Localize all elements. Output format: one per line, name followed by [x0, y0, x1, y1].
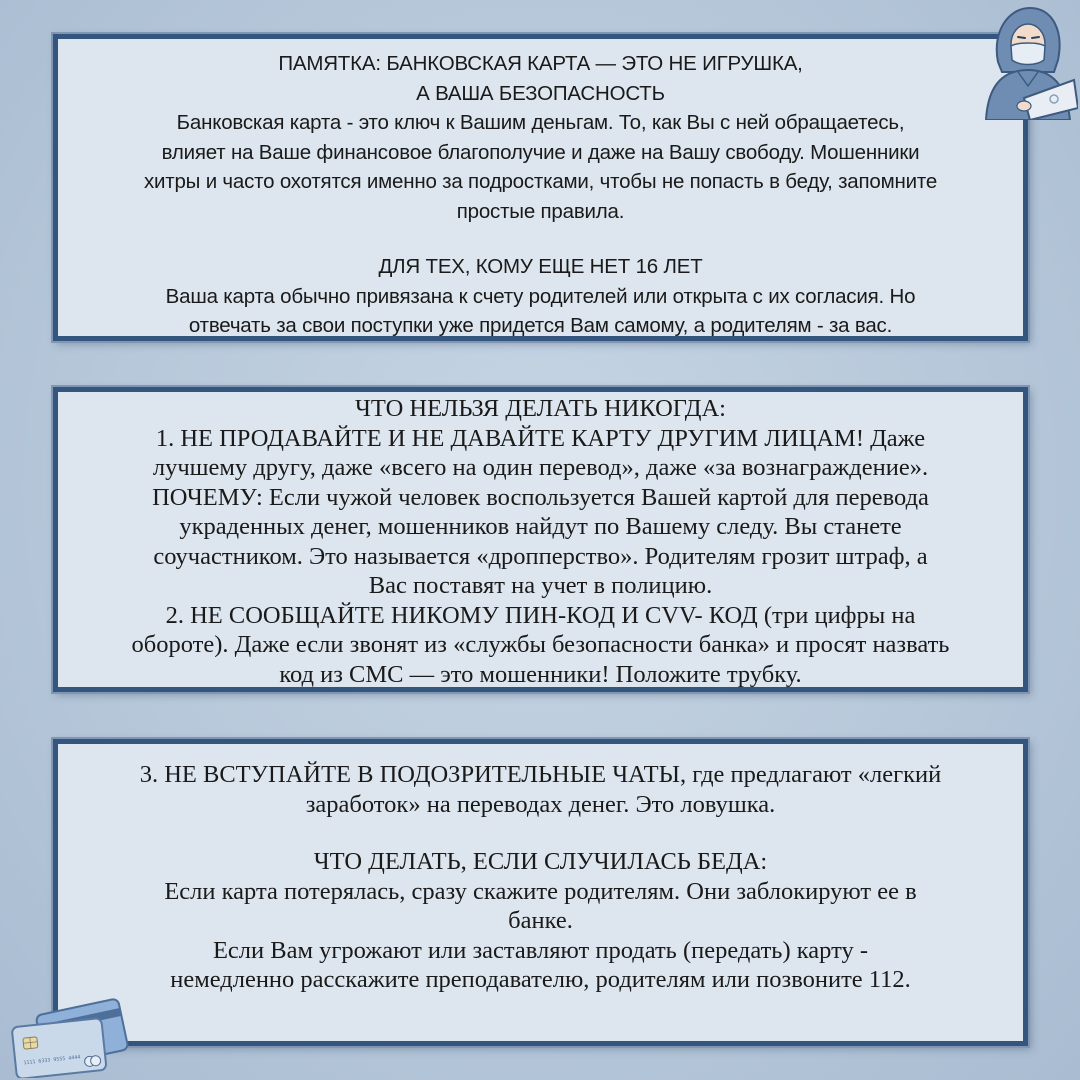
- rule3-line: заработок» на переводах денег. Это ловушка.: [305, 790, 776, 818]
- trouble-text-line: банке.: [508, 907, 573, 934]
- under16-heading: ДЛЯ ТЕХ, КОМУ ЕЩЕ НЕТ 16 ЛЕТ: [378, 255, 703, 278]
- forbidden-heading: ЧТО НЕЛЬЗЯ ДЕЛАТЬ НИКОГДА:: [355, 395, 726, 422]
- memo-intro-panel: [53, 34, 1028, 341]
- intro-line: хитры и часто охотятся именно за подростками, чтобы не попасть в беду, запомните: [143, 170, 938, 193]
- rule3-line: 3. НЕ ВСТУПАЙТЕ В ПОДОЗРИТЕЛЬНЫЕ ЧАТЫ, где предлагают «легкий: [139, 761, 942, 788]
- rule-line: Вас поставят на учет в полицию.: [368, 572, 713, 599]
- rule-line: код из СМС — это мошенники! Положите трубку.: [279, 660, 802, 688]
- rule-line: лучшему другу, даже «всего на один перевод», даже «за вознаграждение».: [152, 454, 929, 481]
- hacker-with-laptop-icon: [978, 2, 1078, 120]
- memo-title-line2: А ВАША БЕЗОПАСНОСТЬ: [416, 81, 665, 105]
- trouble-panel: [53, 739, 1028, 1046]
- rule-line: 1. НЕ ПРОДАВАЙТЕ И НЕ ДАВАЙТЕ КАРТУ ДРУГИМ ЛИЦАМ! Даже: [155, 424, 926, 452]
- intro-line: простые правила.: [456, 199, 625, 223]
- memo-title-line1: ПАМЯТКА: БАНКОВСКАЯ КАРТА — ЭТО НЕ ИГРУШКА,: [278, 52, 803, 75]
- intro-line: влияет на Ваше финансовое благополучие и даже на Вашу свободу. Мошенники: [161, 140, 920, 164]
- trouble-heading: ЧТО ДЕЛАТЬ, ЕСЛИ СЛУЧИЛАСЬ БЕДА:: [313, 848, 768, 875]
- intro-line: Банковская карта - это ключ к Вашим деньгам. То, как Вы с ней обращаетесь,: [176, 111, 905, 134]
- under16-text-line: Ваша карта обычно привязана к счету родителей или открыта с их согласия. Но: [165, 284, 916, 308]
- trouble-text-line: немедленно расскажите преподавателю, родителям или позвоните 112.: [170, 966, 911, 993]
- bank-cards-icon: [4, 992, 130, 1078]
- under16-text-line: отвечать за свои поступки уже придется Вам самому, а родителям - за вас.: [188, 314, 893, 337]
- trouble-text-line: Если карта потерялась, сразу скажите родителям. Они заблокируют ее в: [164, 877, 917, 905]
- forbidden-actions-panel: [53, 387, 1028, 692]
- trouble-text-line: Если Вам угрожают или заставляют продать (передать) карту -: [212, 936, 869, 964]
- spacer: [58, 819, 1023, 847]
- rule-line: обороте). Даже если звонят из «службы безопасности банка» и просят назвать: [131, 631, 950, 658]
- card-number: 1111 6333 9555 4444: [23, 1054, 81, 1067]
- rule-line: ПОЧЕМУ: Если чужой человек воспользуется Вашей картой для перевода: [152, 483, 929, 511]
- rule-line: соучастником. Это называется «дропперство». Родителям грозит штраф, а: [153, 542, 928, 570]
- rule-line: украденных денег, мошенников найдут по Вашему следу. Вы станете: [179, 513, 902, 540]
- rule-line: 2. НЕ СООБЩАЙТЕ НИКОМУ ПИН-КОД И CVV- КОД (три цифры на: [165, 601, 916, 629]
- spacer: [72, 226, 1009, 252]
